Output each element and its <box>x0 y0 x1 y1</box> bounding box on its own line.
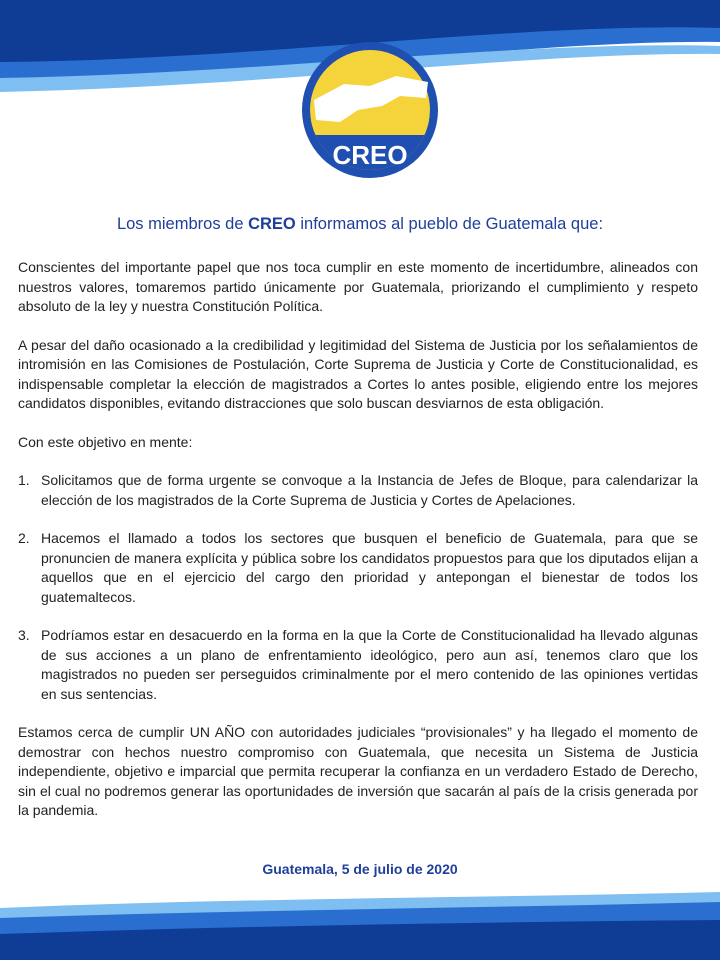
headline-suffix: informamos al pueblo de Guatemala que: <box>295 215 604 233</box>
list-item <box>18 471 698 510</box>
list-item-text: Solicitamos que de forma urgente se convoque a la Instancia de Jefes de Bloque, para calendarizar la elección de los magistrados de la Corte Suprema de Justicia y Cortes de Apelaciones. <box>41 472 698 508</box>
list-item <box>18 529 698 607</box>
logo-text: CREO <box>332 140 408 170</box>
paragraph-2: A pesar del daño ocasionado a la credibilidad y legitimidad del Sistema de Justicia por los señalamientos de intromisión en las Comisiones de Postulación, Corte Suprema de Justicia y Corte de Constitucionalidad, es indispensable completar la elección de magistrados a Cortes lo antes posible, eligiendo entre los mejores candidatos disponibles, evitando distracciones que solo buscan desviarnos de esta obligación. <box>18 336 698 411</box>
list-item-number: 2. <box>18 530 30 546</box>
paragraph-3: Con este objetivo en mente: <box>18 433 193 450</box>
list-item-number: 3. <box>18 627 30 643</box>
headline-party: CREO <box>248 215 296 233</box>
headline-prefix: Los miembros de <box>116 215 249 233</box>
list-item <box>18 626 698 704</box>
list-item-text: Podríamos estar en desacuerdo en la forma en la que la Corte de Constitucionalidad ha llevado algunas de sus acciones a un plano de enfrentamiento ideológico, pero aun así, tenemos claro que los magistrados no pueden ser perseguidos criminalmente por el mero contenido de las opiniones vertidas en sus sentencias. <box>41 627 698 702</box>
bottom-wave-banner <box>0 890 720 960</box>
paragraph-1: Conscientes del importante papel que nos toca cumplir en este momento de incertidumbre, alineados con nuestros valores, tomaremos partido únicamente por Guatemala, priorizando el cumplimiento y respeto absoluto de la ley y nuestra Constitución Política. <box>18 259 698 314</box>
numbered-list <box>18 471 698 704</box>
closing-paragraph: Estamos cerca de cumplir UN AÑO con autoridades judiciales “provisionales” y ha llegado el momento de demostrar con hechos nuestro compromiso con Guatemala, que necesita un Sistema de Justicia independiente, objetivo e imparcial que permita recuperar la confianza en un verdadero Estado de Derecho, sin el cual no podremos generar las oportunidades de inversión que sacarán al país de la crisis generada por la pandemia. <box>18 724 698 818</box>
statement-body <box>18 258 698 840</box>
list-item-text: Hacemos el llamado a todos los sectores que busquen el beneficio de Guatemala, para que se pronuncien de manera explícita y pública sobre los candidatos propuestos para que los diputados elijan a aquellos que en el ejercicio del cargo den prioridad y antepongan el bienestar de todos los guatemaltecos. <box>41 530 698 605</box>
dateline: Guatemala, 5 de julio de 2020 <box>262 861 458 877</box>
headline <box>0 215 720 234</box>
list-item-number: 1. <box>18 472 30 488</box>
creo-logo <box>300 40 440 180</box>
